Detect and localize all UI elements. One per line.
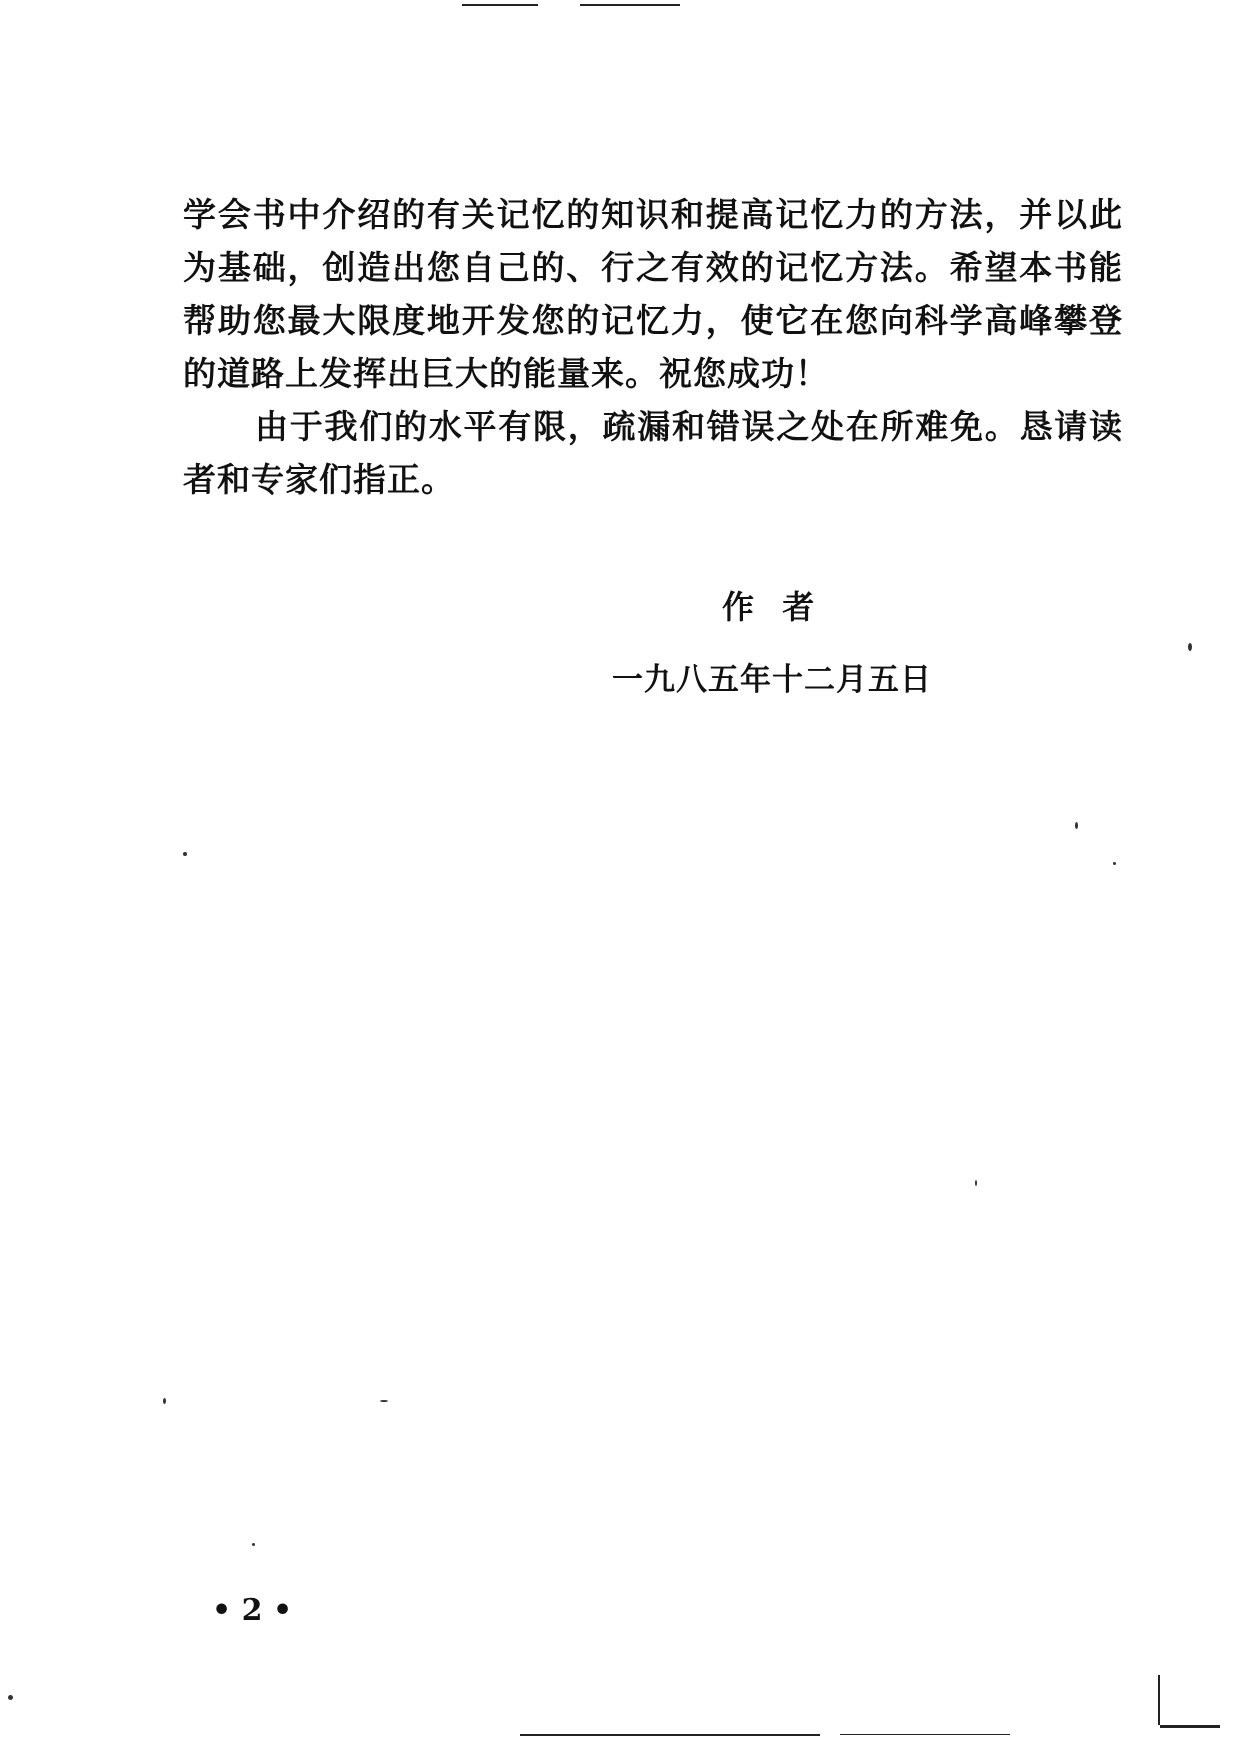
scan-speck [380,1400,388,1402]
scan-rule-top-right [580,4,680,6]
scan-speck [163,1398,166,1404]
date-line: 一九八五年十二月五日 [612,662,932,698]
scan-speck [975,1180,977,1186]
page-number: • 2 • [212,1593,293,1628]
paragraph-2: 由于我们的水平有限，疏漏和错误之处在所难免。恳请读者和专家们指正。 [183,407,1123,499]
scan-speck [252,1543,255,1546]
scan-mark-corner-vertical [1158,1675,1160,1725]
scan-speck [1075,822,1078,829]
scan-speck [183,852,187,856]
scan-speck [1113,862,1116,865]
scan-mark-bottom-corner [1160,1725,1220,1728]
scan-rule-top-left [462,4,538,6]
scan-speck [1188,643,1192,651]
body-text [183,188,1123,506]
scan-rule-bottom-right [840,1734,1010,1735]
paragraph-1: 学会书中介绍的有关记忆的知识和提高记忆力的方法，并以此为基础，创造出您自己的、行之有效的记忆方法。希望本书能帮助您最大限度地开发您的记忆力，使它在您向科学高峰攀登的道路上发挥出巨大的能量来。祝您成功！ [183,195,1123,393]
author-signature: 作 者 [722,588,817,626]
scan-rule-bottom [520,1734,820,1736]
scan-speck [8,1695,13,1700]
